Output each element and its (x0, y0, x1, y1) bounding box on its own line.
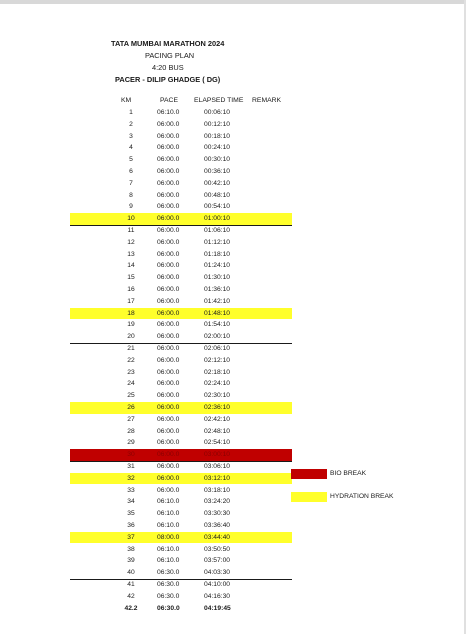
pace-cell: 06:00.0 (157, 238, 180, 246)
km-cell: 33 (127, 486, 135, 494)
pace-cell: 06:00.0 (157, 286, 180, 293)
document-title: TATA MUMBAI MARATHON 2024 (111, 39, 225, 48)
elapsed-cell: 02:18:10 (204, 368, 231, 376)
table-row (70, 331, 292, 343)
elapsed-cell: 02:00:10 (204, 333, 231, 341)
document-subtitle: PACING PLAN (145, 51, 195, 60)
pace-cell: 06:10.0 (157, 498, 180, 506)
pace-cell: 06:00.0 (157, 321, 180, 329)
table-row (70, 119, 292, 131)
elapsed-cell: 04:19:45 (204, 604, 231, 612)
bus-label: 4:20 BUS (152, 63, 184, 72)
km-cell: 14 (127, 262, 135, 270)
km-cell: 37 (127, 533, 135, 541)
pace-cell: 06:30.0 (157, 604, 180, 612)
km-cell: 24 (127, 380, 135, 388)
km-cell: 9 (129, 203, 133, 211)
pace-cell: 06:00.0 (157, 427, 180, 435)
table-row (70, 213, 292, 225)
pace-cell: 06:00.0 (157, 215, 180, 223)
km-cell: 6 (129, 168, 133, 175)
table-row (70, 201, 292, 213)
pace-cell: 06:30.0 (157, 581, 180, 588)
table-row (70, 319, 292, 331)
pace-cell: 06:00.0 (157, 486, 180, 494)
elapsed-cell: 00:06:10 (204, 109, 231, 116)
table-row (70, 355, 292, 367)
table-row (70, 190, 292, 202)
pace-cell: 08:00.0 (157, 533, 180, 541)
elapsed-cell: 03:18:10 (204, 486, 231, 494)
elapsed-cell: 01:00:10 (204, 215, 231, 223)
col-header-elapsed: ELAPSED TIME (194, 97, 244, 104)
km-cell: 4 (129, 144, 133, 152)
elapsed-cell: 01:06:10 (204, 227, 231, 234)
elapsed-cell: 03:00:10 (204, 451, 231, 459)
km-cell: 30 (127, 451, 135, 459)
elapsed-cell: 00:18:10 (204, 132, 231, 140)
km-cell: 19 (127, 321, 135, 329)
km-cell: 36 (127, 522, 135, 529)
elapsed-cell: 02:24:10 (204, 380, 231, 388)
table-row (70, 107, 292, 119)
pace-cell: 06:00.0 (157, 333, 180, 341)
pace-cell: 06:00.0 (157, 356, 180, 364)
km-cell: 15 (127, 274, 135, 282)
km-cell: 34 (127, 498, 135, 506)
table-row (70, 308, 292, 320)
pace-cell: 06:00.0 (157, 227, 180, 234)
elapsed-cell: 03:57:00 (204, 557, 231, 565)
table-row (70, 485, 292, 497)
km-cell: 11 (127, 227, 135, 234)
elapsed-cell: 02:54:10 (204, 439, 231, 447)
km-cell: 23 (127, 368, 135, 376)
elapsed-cell: 02:36:10 (204, 404, 231, 411)
elapsed-cell: 03:06:10 (204, 463, 231, 470)
elapsed-cell: 02:06:10 (204, 345, 231, 352)
hydration-break-label: HYDRATION BREAK (330, 493, 394, 500)
elapsed-cell: 01:54:10 (204, 321, 231, 329)
km-cell: 32 (127, 474, 135, 482)
pace-cell: 06:00.0 (157, 203, 180, 211)
col-header-pace: PACE (160, 97, 179, 104)
km-cell: 31 (127, 463, 135, 470)
pace-cell: 06:10.0 (157, 109, 180, 116)
table-row (70, 178, 292, 190)
elapsed-cell: 03:44:40 (204, 533, 231, 541)
km-cell: 38 (127, 545, 135, 553)
km-cell: 13 (127, 250, 135, 258)
elapsed-cell: 02:48:10 (204, 427, 231, 435)
top-border (0, 0, 466, 4)
table-row (70, 154, 292, 166)
pace-cell: 06:10.0 (157, 522, 180, 529)
pace-cell: 06:00.0 (157, 297, 180, 305)
table-row (70, 567, 292, 579)
elapsed-cell: 04:10:00 (204, 581, 231, 588)
table-row (70, 142, 292, 154)
pace-cell: 06:00.0 (157, 132, 180, 140)
km-cell: 20 (127, 333, 135, 341)
table-row (70, 272, 292, 284)
table-row (70, 390, 292, 402)
km-cell: 35 (127, 510, 135, 518)
km-cell: 5 (129, 156, 133, 164)
pace-cell: 06:00.0 (157, 345, 180, 352)
col-header-remark: REMARK (252, 97, 282, 104)
pace-cell: 06:00.0 (157, 274, 180, 282)
elapsed-cell: 03:36:40 (204, 522, 231, 529)
table-row (70, 449, 292, 461)
pace-cell: 06:00.0 (157, 144, 180, 152)
pace-cell: 06:00.0 (157, 168, 180, 175)
elapsed-cell: 04:03:30 (204, 569, 231, 577)
table-row (70, 555, 292, 567)
table-row (70, 237, 292, 249)
pace-cell: 06:30.0 (157, 592, 180, 600)
elapsed-cell: 01:42:10 (204, 297, 231, 305)
km-cell: 10 (127, 215, 135, 223)
pace-cell: 06:00.0 (157, 368, 180, 376)
elapsed-cell: 01:36:10 (204, 286, 231, 293)
table-row (70, 544, 292, 556)
table-row (70, 508, 292, 520)
table-row (70, 367, 292, 379)
elapsed-cell: 01:18:10 (204, 250, 231, 258)
table-row (70, 426, 292, 438)
table-row (70, 532, 292, 544)
km-cell: 12 (127, 238, 135, 246)
pace-cell: 06:00.0 (157, 404, 180, 411)
elapsed-cell: 01:12:10 (204, 238, 231, 246)
pace-cell: 06:00.0 (157, 262, 180, 270)
elapsed-cell: 02:42:10 (204, 415, 231, 423)
table-row (70, 343, 292, 355)
hydration-break-swatch (291, 492, 327, 502)
table-row (70, 260, 292, 272)
elapsed-cell: 00:12:10 (204, 120, 231, 128)
pace-cell: 06:00.0 (157, 439, 180, 447)
pace-cell: 06:00.0 (157, 250, 180, 258)
km-cell: 42.2 (124, 604, 138, 612)
pace-cell: 06:00.0 (157, 156, 180, 164)
table-row (70, 437, 292, 449)
pace-cell: 06:00.0 (157, 380, 180, 388)
elapsed-cell: 01:30:10 (204, 274, 231, 282)
pace-cell: 06:00.0 (157, 415, 180, 423)
elapsed-cell: 00:42:10 (204, 179, 231, 187)
pace-cell: 06:00.0 (157, 474, 180, 482)
pace-cell: 06:00.0 (157, 309, 180, 317)
table-row (70, 603, 292, 615)
elapsed-cell: 02:12:10 (204, 356, 231, 364)
table-row (70, 591, 292, 603)
pacer-label: PACER - DILIP GHADGE ( DG) (115, 75, 221, 84)
table-row (70, 496, 292, 508)
pace-cell: 06:00.0 (157, 179, 180, 187)
table-row (70, 461, 292, 473)
km-cell: 39 (127, 557, 135, 565)
elapsed-cell: 00:24:10 (204, 144, 231, 152)
col-header-km: KM (121, 97, 132, 104)
elapsed-cell: 03:12:10 (204, 474, 231, 482)
elapsed-cell: 00:54:10 (204, 203, 231, 211)
table-row (70, 249, 292, 261)
km-cell: 7 (129, 179, 133, 187)
pace-cell: 06:10.0 (157, 545, 180, 553)
pace-cell: 06:00.0 (157, 191, 180, 199)
km-cell: 42 (127, 592, 135, 600)
table-row (70, 414, 292, 426)
elapsed-cell: 03:24:20 (204, 498, 231, 506)
table-row (70, 166, 292, 178)
table-row (70, 579, 292, 591)
km-cell: 26 (127, 404, 135, 411)
elapsed-cell: 00:36:10 (204, 168, 231, 175)
table-row (70, 225, 292, 237)
km-cell: 40 (127, 569, 135, 577)
table-row (70, 520, 292, 532)
table-row (70, 402, 292, 414)
elapsed-cell: 03:50:50 (204, 545, 231, 553)
pace-cell: 06:00.0 (157, 463, 180, 470)
bio-break-label: BIO BREAK (330, 470, 367, 477)
elapsed-cell: 04:16:30 (204, 592, 231, 600)
km-cell: 41 (127, 581, 135, 588)
pace-cell: 06:10.0 (157, 510, 180, 518)
km-cell: 28 (127, 427, 135, 435)
km-cell: 16 (127, 286, 135, 293)
pace-cell: 06:30.0 (157, 569, 180, 577)
elapsed-cell: 01:24:10 (204, 262, 231, 270)
pace-cell: 06:10.0 (157, 557, 180, 565)
km-cell: 1 (129, 109, 133, 116)
elapsed-cell: 00:48:10 (204, 191, 231, 199)
elapsed-cell: 02:30:10 (204, 392, 231, 400)
km-cell: 17 (127, 297, 135, 305)
bio-break-swatch (291, 469, 327, 479)
pace-cell: 06:00.0 (157, 120, 180, 128)
km-cell: 25 (127, 392, 135, 400)
elapsed-cell: 00:30:10 (204, 156, 231, 164)
km-cell: 8 (129, 191, 133, 199)
km-cell: 18 (127, 309, 135, 317)
km-cell: 2 (129, 120, 133, 128)
km-cell: 29 (127, 439, 135, 447)
table-row (70, 284, 292, 296)
table-row (70, 131, 292, 143)
km-cell: 22 (127, 356, 135, 364)
km-cell: 21 (127, 345, 135, 352)
km-cell: 27 (127, 415, 135, 423)
elapsed-cell: 01:48:10 (204, 309, 231, 317)
pace-cell: 06:00.0 (157, 451, 180, 459)
km-cell: 3 (129, 132, 133, 140)
table-row (70, 473, 292, 485)
table-row (70, 296, 292, 308)
table-row (70, 378, 292, 390)
pace-cell: 06:00.0 (157, 392, 180, 400)
elapsed-cell: 03:30:30 (204, 510, 231, 518)
